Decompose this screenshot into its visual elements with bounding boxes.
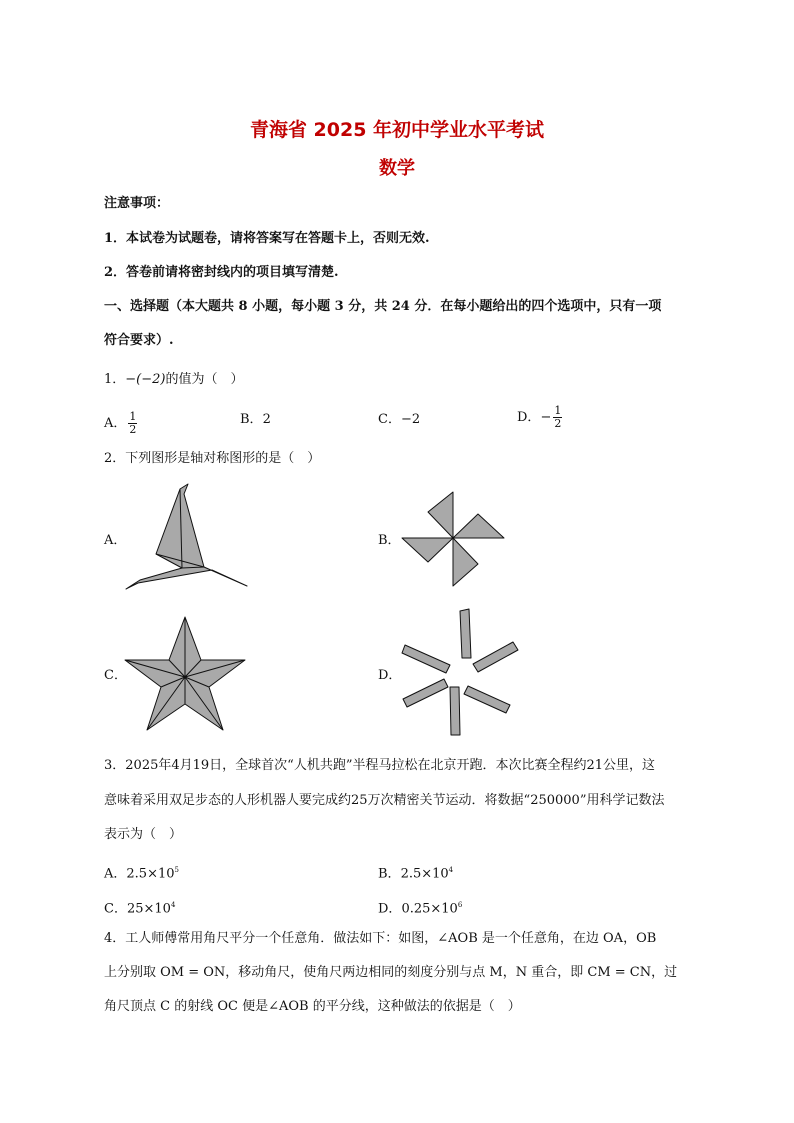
option-a: A．$2.5\times 10^5$ (104, 866, 179, 882)
fraction: $\frac{1}{2}$ (554, 404, 562, 430)
option-c: C．$25\times 10^4$ (104, 901, 176, 917)
subject-title: 数学 (379, 158, 415, 179)
option-label: B． (240, 412, 263, 427)
option-value: 2 (262, 412, 271, 427)
figure-shape (473, 642, 518, 672)
figure-option-d (400, 607, 520, 737)
option-d: D．− $\frac{1}{2}$ (517, 404, 562, 430)
option-a (104, 411, 137, 436)
question-number: 1． (104, 372, 126, 387)
question-4: 4．工人师傅常用角尺平分一个任意角．做法如下：如图，∠AOB 是一个任意角，在边 OA，OB (104, 931, 657, 946)
figure-shape (450, 687, 460, 735)
option-c (378, 412, 420, 428)
figure-shape (460, 609, 471, 658)
question-4-cont: 角尺顶点 C 的射线 OC 便是∠AOB 的平分线，这种做法的依据是（ ） (104, 999, 521, 1014)
option-b: B．$2.5\times 10^4$ (378, 866, 454, 882)
question-3-cont: 意味着采用双足步态的人形机器人要完成约25万次精密关节运动．将数据“250000”用科学记数法 (104, 793, 665, 808)
option-b (240, 412, 271, 428)
option-d: D．$0.25\times 10^6$ (378, 901, 463, 917)
question-text: 的值为（ ） (165, 372, 244, 387)
question-1 (104, 372, 244, 388)
exam-title: 青海省 2025 年初中学业水平考试 (249, 119, 545, 141)
figure-shape (402, 645, 450, 673)
question-3: 3．2025年4月19日，全球首次“人机共跑”半程马拉松在北京开跑．本次比赛全程约21公里，这 (104, 758, 656, 773)
note-item: 1．本试卷为试题卷，请将答案写在答题卡上，否则无效. (104, 231, 430, 246)
figure-option-a (122, 482, 254, 594)
math-expression: −(−2) (125, 372, 166, 387)
section-heading: 一、选择题（本大题共 8 小题，每小题 3 分，共 24 分．在每小题给出的四个选项中，只有一项 (104, 299, 662, 314)
question-4-cont: 上分别取 OM = ON，移动角尺，使角尺两边相同的刻度分别与点 M，N 重合，即 CM = CN，过 (104, 965, 678, 980)
option-c-label: C． (104, 668, 127, 683)
question-3-cont: 表示为（ ） (104, 827, 183, 842)
notes-heading: 注意事项： (104, 196, 170, 211)
fraction: $\frac{1}{2}$ (129, 410, 137, 436)
figure-shape (403, 679, 448, 707)
option-label: D． (517, 410, 541, 425)
option-value: −2 (400, 412, 421, 427)
figure-shape (453, 514, 504, 538)
figure-shape (126, 484, 247, 589)
note-item: 2．答卷前请将密封线内的项目填写清楚. (104, 265, 339, 280)
figure-shape (453, 538, 478, 586)
option-b-label: B． (378, 533, 401, 548)
question-2: 2．下列图形是轴对称图形的是（ ） (104, 451, 321, 466)
option-label: C． (378, 412, 401, 427)
figure-shape (402, 538, 453, 562)
section-heading-cont: 符合要求）. (104, 333, 174, 348)
figure-option-b (400, 490, 506, 590)
figure-shape (428, 492, 453, 538)
option-a-label: A． (104, 533, 127, 548)
option-d-label: D． (378, 668, 402, 683)
option-label: A． (104, 416, 127, 431)
figure-option-c (123, 615, 247, 733)
figure-shape (464, 686, 510, 713)
